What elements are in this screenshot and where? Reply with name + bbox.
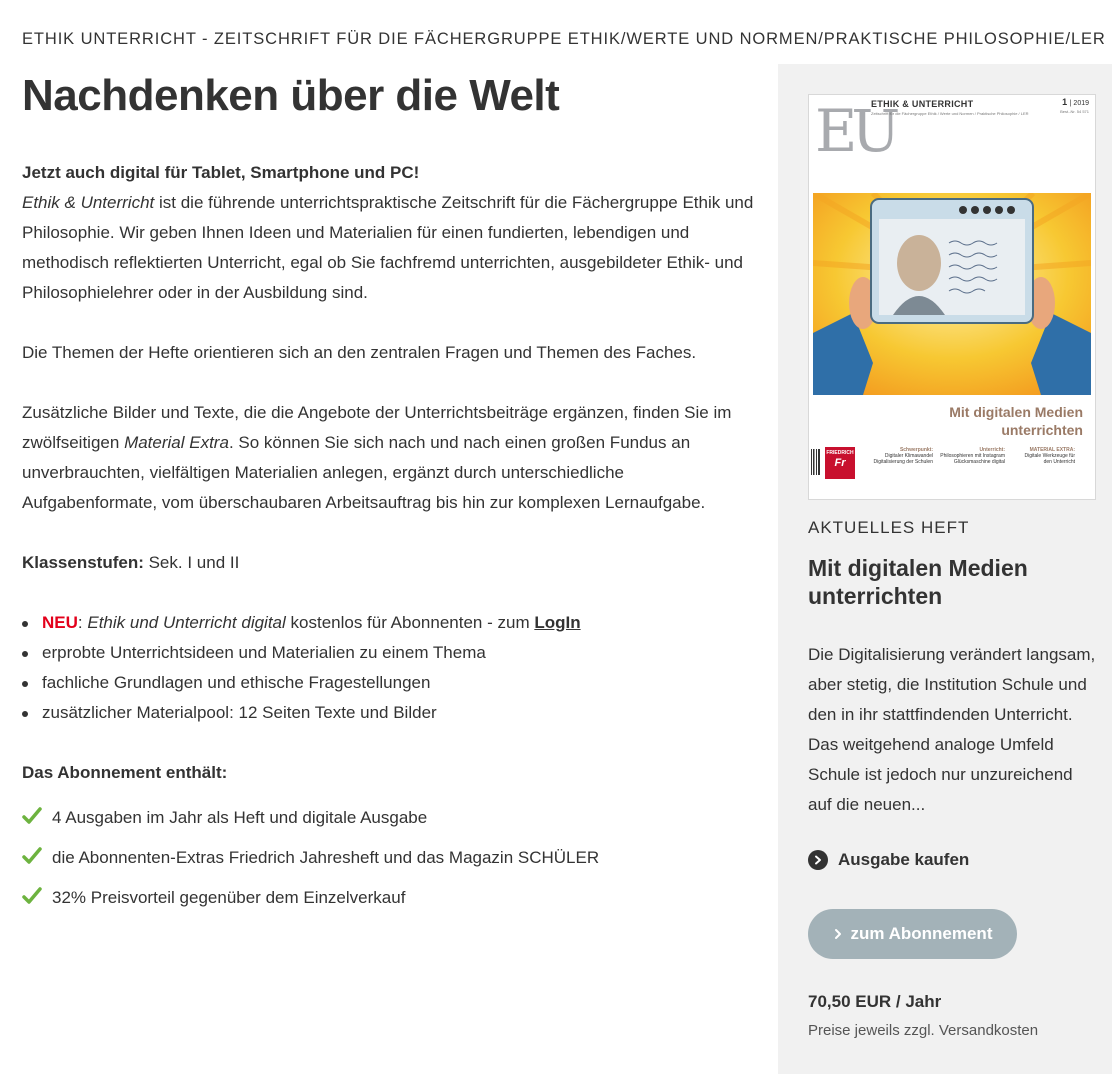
- current-issue-title[interactable]: Mit digitalen Medien unterrichten: [808, 555, 1028, 609]
- list-item: [22, 798, 762, 838]
- benefit-text: die Abonnenten-Extras Friedrich Jahresheft und das Magazin SCHÜLER: [52, 848, 600, 867]
- current-issue-label: AKTUELLES HEFT: [808, 518, 970, 537]
- list-item: [22, 608, 762, 638]
- intro-lead: Jetzt auch digital für Tablet, Smartphone und PC!: [22, 163, 420, 182]
- feature-list: [22, 608, 762, 728]
- buy-issue-link[interactable]: [808, 850, 969, 870]
- cover-column-material: [1015, 447, 1075, 465]
- subscribe-label: zum Abonnement: [850, 924, 993, 943]
- grades-line: [22, 548, 762, 578]
- cover-logo: EU: [815, 97, 895, 165]
- subscription-benefits: [22, 798, 762, 918]
- cover-brand: ETHIK & UNTERRICHT: [871, 99, 974, 109]
- cover-issue-sub: Best.-Nr. 54 571: [1060, 109, 1089, 114]
- grades-value: Sek. I und II: [143, 553, 240, 572]
- cover-column-text: Digitaler Klimawandel Digitalisierung der Schulen: [873, 453, 933, 465]
- grades-label: Klassenstufen:: [22, 553, 144, 572]
- cover-column-title: Unterricht:: [979, 447, 1005, 453]
- buy-issue-label: Ausgabe kaufen: [838, 850, 970, 869]
- cover-issue-year: | 2019: [1069, 100, 1089, 107]
- cover-illustration: [813, 193, 1091, 395]
- benefit-text: 4 Ausgaben im Jahr als Heft und digitale Ausgabe: [52, 808, 428, 827]
- separator: :: [77, 613, 88, 632]
- cover-column-text: Philosophieren mit Instagram Glücksmaschine digital: [940, 453, 1005, 465]
- cover-publisher-logo: [825, 447, 855, 479]
- checkmark-icon: [22, 846, 42, 866]
- new-badge: NEU: [42, 613, 78, 632]
- intro-text: ist die führende unterrichtspraktische Zeitschrift für die Fächergruppe Ethik und Philosophie. Wir geben Ihnen Ideen und Materialien für einen fundierten, lebendigen und methodisch reflektierten Unterricht, egal ob Sie fachfremd unterrichten, ausgebildeter Ethik- und Philosophielehrer oder in der Ausbildung sind.: [22, 193, 754, 302]
- page-title: Nachdenken über die Welt: [22, 71, 560, 120]
- topics-paragraph: Die Themen der Hefte orientieren sich an den zentralen Fragen und Themen des Faches.: [22, 343, 697, 362]
- cover-column-title: MATERIAL EXTRA:: [1029, 447, 1075, 453]
- material-text-after: . So können Sie sich nach und nach einen großen Fundus an unverbrauchten, vielfältigen Materialien anlegen, ergänzt durch unterschiedliche Aufgabenformate, vom überschaubaren Arbeitsauftrag bis hin zur komplexen Lernaufgabe.: [22, 433, 706, 512]
- material-text-before: Zusätzliche Bilder und Texte, die die Angebote der Unterrichtsbeiträge ergänzen, finden Sie im zwölfseitigen: [22, 403, 732, 452]
- intro-paragraph: [22, 188, 762, 308]
- list-item: fachliche Grundlagen und ethische Fragestellungen: [22, 668, 762, 698]
- material-extra-name: Material Extra: [124, 433, 229, 452]
- article-body: [22, 158, 762, 918]
- list-item: erprobte Unterrichtsideen und Materialien zu einem Thema: [22, 638, 762, 668]
- subscription-price: 70,50 EUR / Jahr: [808, 992, 942, 1011]
- material-paragraph: [22, 398, 762, 518]
- cover-publisher-mark: Fr: [834, 457, 846, 469]
- barcode-icon: [811, 449, 821, 475]
- subscription-heading: Das Abonnement enthält:: [22, 763, 228, 782]
- cover-column-text: Digitale Werkzeuge für den Unterricht: [1024, 453, 1075, 465]
- cover-issue-number: 1: [1062, 97, 1068, 107]
- cover-column-lessons: [939, 447, 1005, 465]
- checkmark-icon: [22, 806, 42, 826]
- checkmark-icon: [22, 886, 42, 906]
- cover-headline: [949, 403, 1083, 439]
- digital-edition-name: Ethik und Unterricht digital: [87, 613, 286, 632]
- cover-column-focus: [867, 447, 933, 465]
- list-item: [22, 838, 762, 878]
- cover-column-title: Schwerpunkt:: [899, 447, 933, 453]
- chevron-right-icon: [833, 928, 843, 940]
- issue-cover-image[interactable]: [808, 94, 1096, 500]
- cover-publisher-name: FRIEDRICH: [826, 450, 854, 456]
- login-link[interactable]: LogIn: [534, 613, 581, 632]
- subscribe-button[interactable]: [808, 909, 1017, 959]
- sidebar: [778, 64, 1112, 1074]
- cover-headline-line2: unterrichten: [1001, 422, 1083, 438]
- price-note: Preise jeweils zzgl. Versandkosten: [808, 1022, 1039, 1039]
- benefit-text: 32% Preisvorteil gegenüber dem Einzelverkauf: [52, 888, 406, 907]
- cover-issue: [1062, 97, 1089, 107]
- list-item: [22, 878, 762, 918]
- current-issue-description: Die Digitalisierung verändert langsam, aber stetig, die Institution Schule und den in ihr stattfindenden Unterricht. Das weitgehend analoge Umfeld Schule ist jedoch nur unzureichend auf die neuen...: [808, 645, 1096, 814]
- cover-headline-line1: Mit digitalen Medien: [949, 404, 1083, 420]
- chevron-right-circle-icon: [808, 850, 828, 870]
- list-item: zusätzlicher Materialpool: 12 Seiten Texte und Bilder: [22, 698, 762, 728]
- main-content: [22, 68, 762, 918]
- brand-name: Ethik & Unterricht: [22, 193, 155, 212]
- overline: ETHIK UNTERRICHT - ZEITSCHRIFT FÜR DIE FÄCHERGRUPPE ETHIK/WERTE UND NORMEN/PRAKTISCHE PHILOSOPHIE/LER: [22, 30, 1106, 48]
- digital-edition-text: kostenlos für Abonnenten - zum: [285, 613, 535, 632]
- cover-subtitle: Zeitschrift für die Fächergruppe Ethik / Werte und Normen / Praktische Philosophie / LER: [871, 111, 1029, 116]
